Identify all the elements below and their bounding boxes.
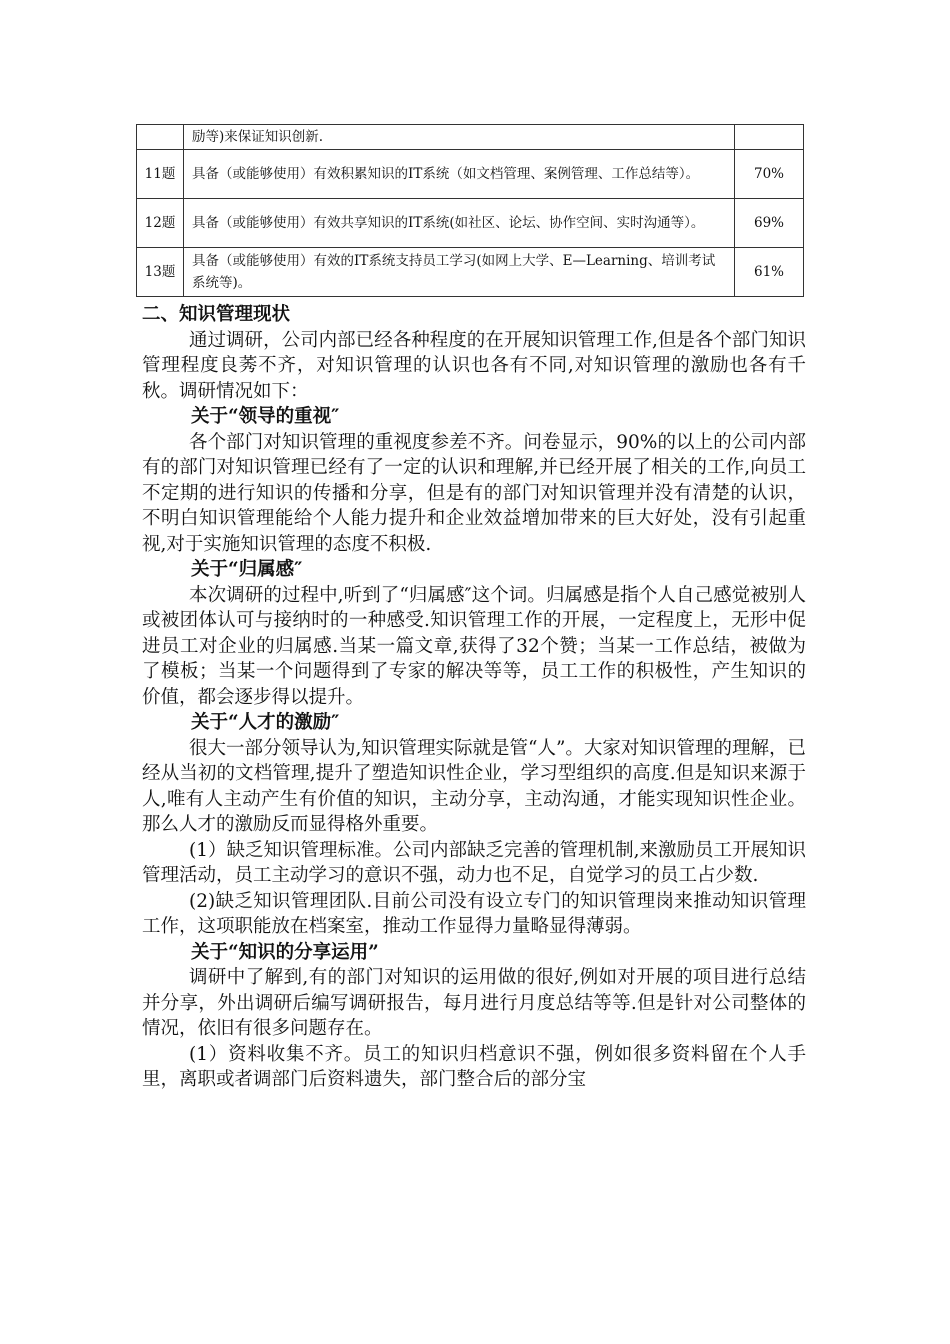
percentage-cell: 70% (735, 150, 804, 199)
subheading-talent-incentive: 关于“人才的激励″ (191, 712, 340, 733)
table-row (137, 248, 804, 297)
paragraph-talent-point-2: (2)缺乏知识管理团队.目前公司没有设立专门的知识管理岗来推动知识管理工作，这项职能放在档案室，推动工作显得力量略显得薄弱。 (142, 890, 806, 937)
document-body (142, 302, 806, 1093)
paragraph-talent-point-1: (1）缺乏知识管理标准。公司内部缺乏完善的管理机制,来激励员工开展知识管理活动，员工主动学习的意识不强，动力也不足，自觉学习的员工占少数. (142, 839, 806, 886)
question-number-cell: 11题 (137, 150, 184, 199)
paragraph-talent-incentive: 很大一部分领导认为,知识管理实际就是管“人”。大家对知识管理的理解，已经从当初的文档管理,提升了塑造知识性企业，学习型组织的高度.但是知识来源于人,唯有人主动产生有价值的知识，主动分享，主动沟通，才能实现知识性企业。那么人才的激励反而显得格外重要。 (142, 737, 806, 835)
section-heading: 二、知识管理现状 (142, 304, 291, 325)
intro-paragraph: 通过调研，公司内部已经各种程度的在开展知识管理工作,但是各个部门知识管理程度良莠不齐，对知识管理的认识也各有不同,对知识管理的激励也各有千秋。调研情况如下： (142, 329, 806, 402)
subheading-leadership: 关于“领导的重视″ (191, 406, 340, 427)
subheading-belonging: 关于“归属感″ (191, 559, 303, 580)
question-text-cell: 励等)来保证知识创新. (184, 125, 735, 150)
table-row (137, 150, 804, 199)
percentage-cell (735, 125, 804, 150)
percentage-cell: 69% (735, 199, 804, 248)
question-text-cell: 具备（或能够使用）有效积累知识的IT系统（如文档管理、案例管理、工作总结等）。 (184, 150, 735, 199)
question-text-cell: 具备（或能够使用）有效的IT系统支持员工学习(如网上大学、E—Learning、培训考试系统等)。 (184, 248, 735, 297)
question-text-cell: 具备（或能够使用）有效共享知识的IT系统(如社区、论坛、协作空间、实时沟通等）。 (184, 199, 735, 248)
paragraph-sharing-point-1: (1）资料收集不齐。员工的知识归档意识不强，例如很多资料留在个人手里，离职或者调部门后资料遗失，部门整合后的部分宝 (142, 1043, 806, 1090)
paragraph-leadership: 各个部门对知识管理的重视度参差不齐。问卷显示，90%的以上的公司内部有的部门对知识管理已经有了一定的认识和理解,并已经开展了相关的工作,向员工不定期的进行知识的传播和分享，但是有的部门对知识管理并没有清楚的认识，不明白知识管理能给个人能力提升和企业效益增加带来的巨大好处，没有引起重视,对于实施知识管理的态度不积极. (142, 431, 806, 555)
question-number-cell: 12题 (137, 199, 184, 248)
survey-results-table (136, 124, 804, 297)
paragraph-knowledge-sharing: 调研中了解到,有的部门对知识的运用做的很好,例如对开展的项目进行总结并分享，外出调研后编写调研报告，每月进行月度总结等等.但是针对公司整体的情况，依旧有很多问题存在。 (142, 967, 806, 1039)
question-number-cell (137, 125, 184, 150)
question-number-cell: 13题 (137, 248, 184, 297)
paragraph-belonging: 本次调研的过程中,听到了“归属感″这个词。归属感是指个人自己感觉被别人或被团体认可与接纳时的一种感受.知识管理工作的开展，一定程度上，无形中促进员工对企业的归属感.当某一篇文章,获得了32个赞；当某一工作总结，被做为了模板；当某一个问题得到了专家的解决等等，员工工作的积极性，产生知识的价值，都会逐步得以提升。 (142, 584, 806, 708)
table-row (137, 125, 804, 150)
table-row (137, 199, 804, 248)
subheading-knowledge-sharing: 关于“知识的分享运用” (191, 941, 379, 963)
percentage-cell: 61% (735, 248, 804, 297)
